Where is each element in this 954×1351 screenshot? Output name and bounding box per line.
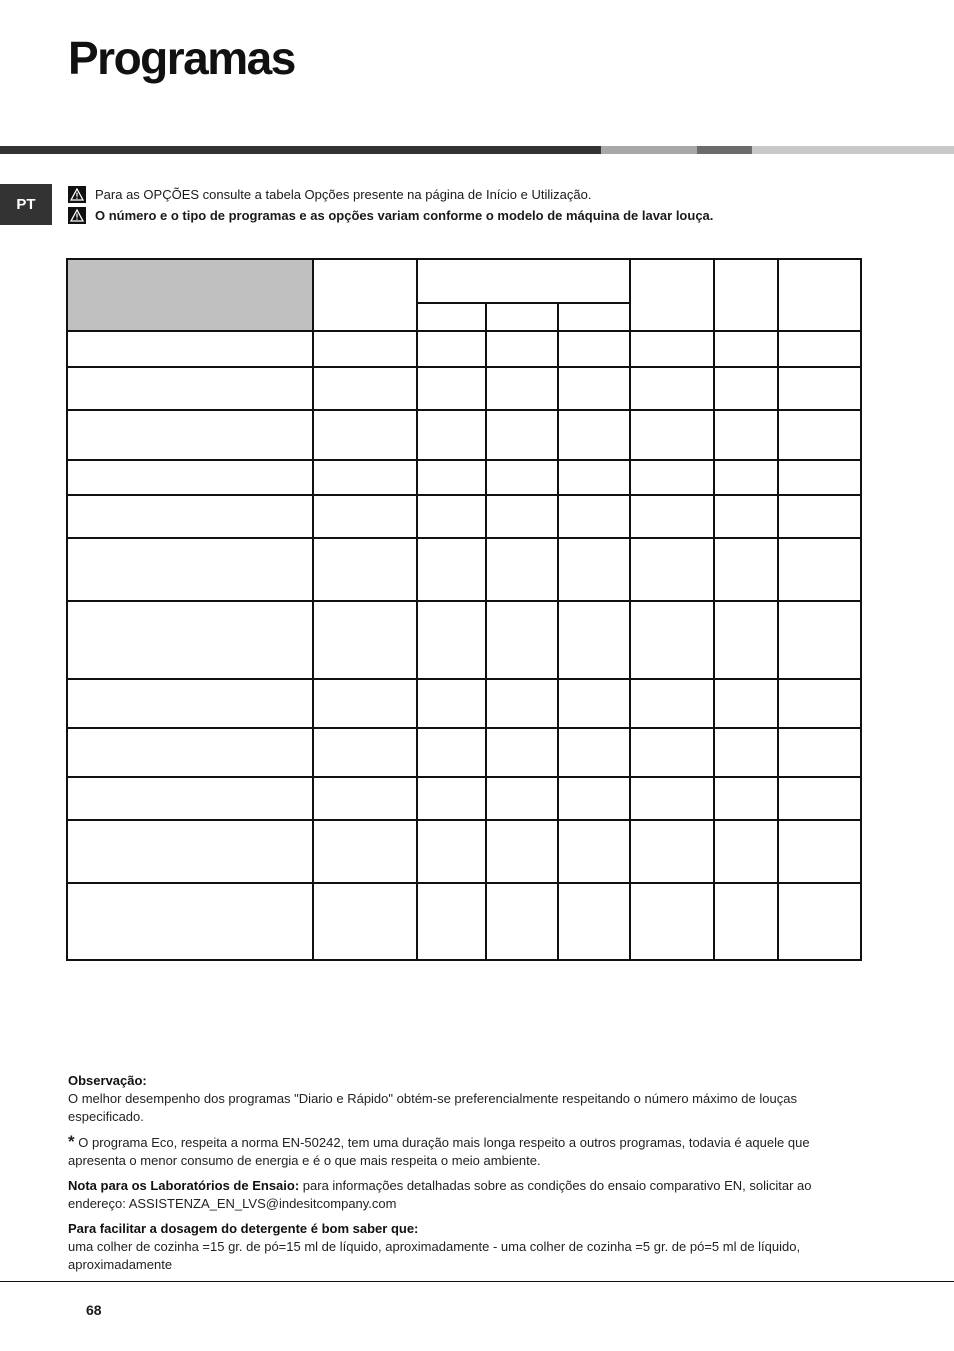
table-row — [67, 679, 861, 728]
lab-note — [68, 1177, 868, 1213]
observation-note — [68, 1072, 868, 1126]
footer-rule — [0, 1281, 954, 1282]
table-row — [67, 601, 861, 679]
warning-text: O número e o tipo de programas e as opções variam conforme o modelo de máquina de lavar louça. — [95, 208, 714, 223]
header-rule-pale — [752, 146, 954, 154]
table-row — [67, 820, 861, 883]
lab-text: para informações detalhadas sobre as condições do ensaio comparativo EN, solicitar ao endereço: ASSISTENZA_EN_LVS@indesitcompany.com — [68, 1178, 812, 1211]
subheader-cell — [558, 303, 630, 331]
subheader-cell — [417, 303, 486, 331]
table-row — [67, 538, 861, 601]
table-row — [67, 883, 861, 960]
observation-text: O melhor desempenho dos programas "Diario e Rápido" obtém-se preferencialmente respeitando o número máximo de louças especificado. — [68, 1091, 797, 1124]
lab-heading: Nota para os Laboratórios de Ensaio: — [68, 1178, 300, 1193]
table-row — [67, 728, 861, 777]
language-tab: PT — [0, 184, 52, 225]
table-row — [67, 331, 861, 367]
dosage-note — [68, 1220, 868, 1274]
warning-icon — [68, 186, 86, 203]
table-header-row — [67, 259, 861, 303]
observation-heading: Observação: — [68, 1073, 147, 1088]
header-cell — [313, 259, 417, 331]
warning-icon — [68, 207, 86, 224]
header-cell — [714, 259, 778, 331]
table-row — [67, 460, 861, 495]
header-rule-light-gray — [601, 146, 697, 154]
table-row — [67, 495, 861, 538]
subheader-cell — [486, 303, 558, 331]
table-row — [67, 777, 861, 820]
page-title: Programas — [68, 32, 295, 84]
eco-text: O programa Eco, respeita a norma EN-50242, tem uma duração mais longa respeito a outros programas, todavia é aquele que apresenta o menor consumo de energia e é o que mais respeita o meio ambiente. — [68, 1135, 810, 1168]
header-cell-group — [417, 259, 630, 303]
eco-note — [68, 1133, 868, 1170]
table-row — [67, 367, 861, 410]
notes-section — [68, 1072, 868, 1281]
warning-text: Para as OPÇÕES consulte a tabela Opções presente na página de Início e Utilização. — [95, 187, 592, 202]
asterisk-mark: * — [68, 1132, 75, 1151]
page-number: 68 — [86, 1302, 102, 1318]
header-cell-program — [67, 259, 313, 331]
model-warning — [68, 207, 713, 224]
dosage-heading: Para facilitar a dosagem do detergente é bom saber que: — [68, 1221, 419, 1236]
options-warning — [68, 186, 591, 203]
table-row — [67, 410, 861, 460]
header-cell — [778, 259, 861, 331]
programs-table — [66, 258, 862, 961]
header-rule-mid-gray — [697, 146, 752, 154]
header-cell — [630, 259, 714, 331]
header-rule-dark — [0, 146, 601, 154]
dosage-text: uma colher de cozinha =15 gr. de pó=15 ml de líquido, aproximadamente - uma colher de cozinha =5 gr. de pó=5 ml de líquido, aproximadamente — [68, 1239, 801, 1272]
